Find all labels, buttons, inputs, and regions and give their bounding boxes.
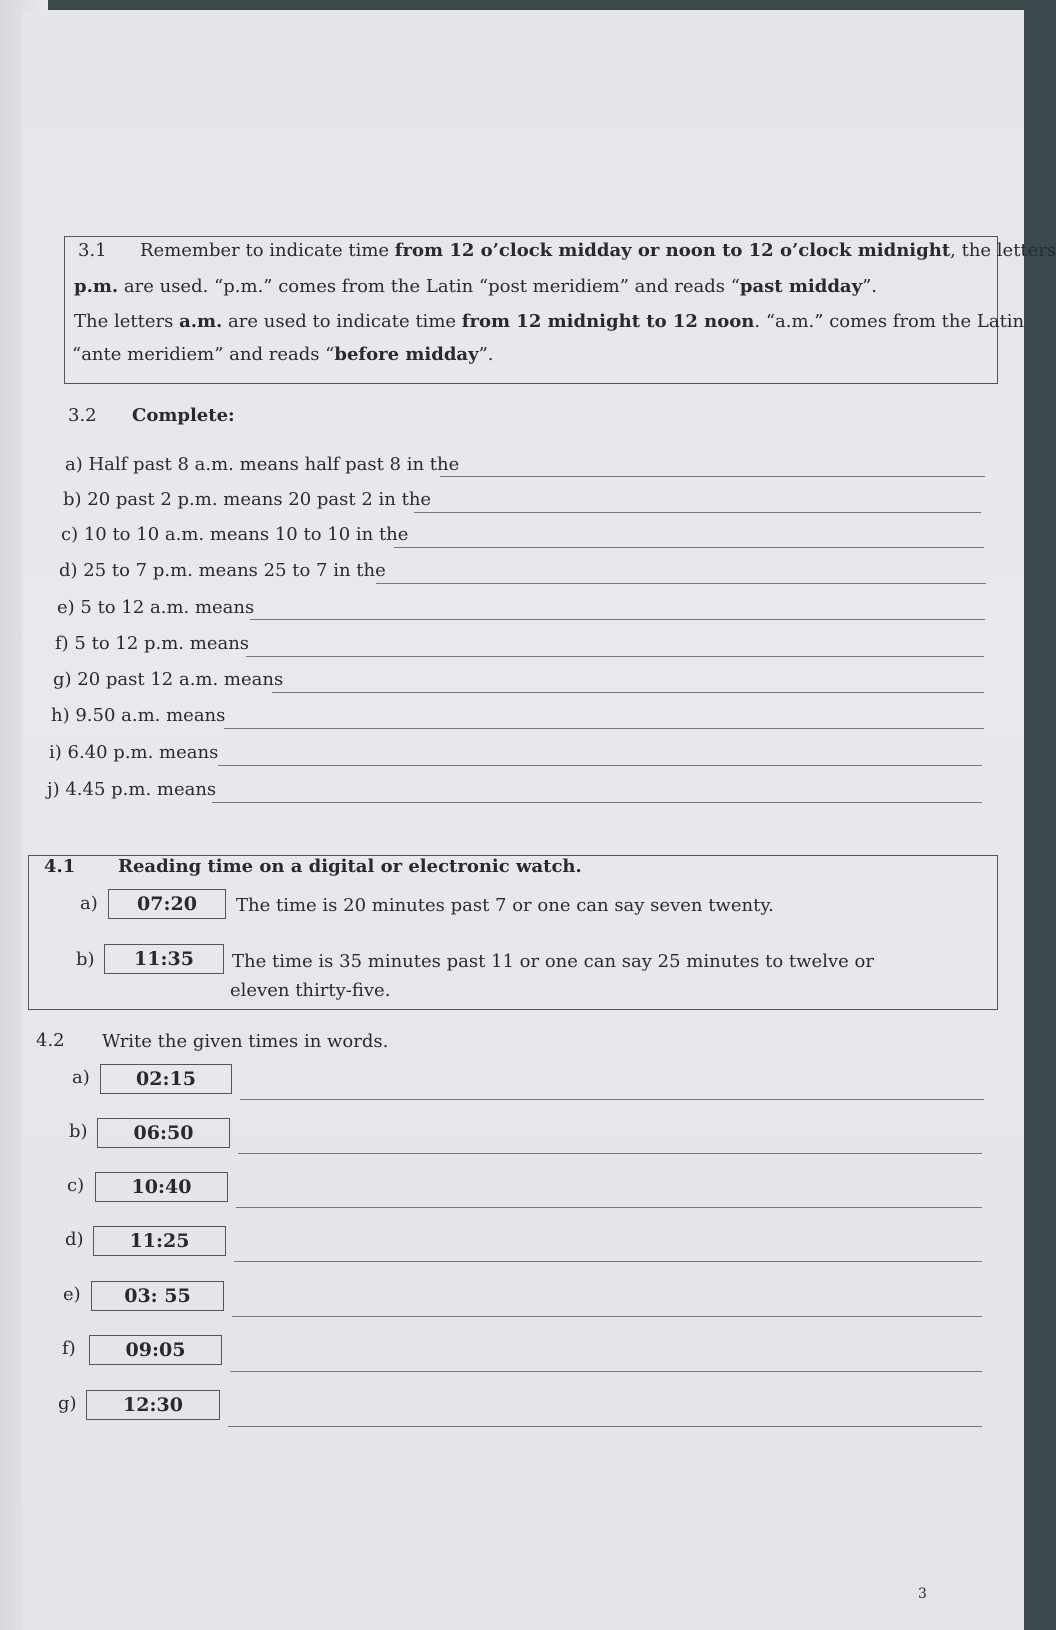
complete-item-i: i) 6.40 p.m. means [49,742,219,763]
write-item-a-label: a) [72,1067,90,1088]
answer-line-a[interactable] [440,476,985,477]
page-number: 3 [918,1586,927,1602]
complete-item-b: b) 20 past 2 p.m. means 20 past 2 in the [63,489,432,510]
text-run: “ante meridiem” and reads “ [72,344,335,365]
write-item-d-label: d) [65,1229,84,1250]
complete-item-j: j) 4.45 p.m. means [47,779,217,800]
text-run: ”. [478,344,494,365]
write-item-g-label: g) [58,1393,77,1414]
bold-run: from 12 midnight to 12 noon [461,311,755,332]
section-4-1-box [28,855,998,1010]
write-answer-line-e[interactable] [232,1316,982,1317]
write-item-c-label: c) [67,1175,85,1196]
write-answer-line-a[interactable] [240,1099,984,1100]
answer-line-b[interactable] [414,512,981,513]
write-item-f-label: f) [62,1338,76,1359]
example-b-text-line1: The time is 35 minutes past 11 or one can say 25 minutes to twelve or [232,951,874,972]
answer-line-c[interactable] [394,547,984,548]
digital-time-03-55: 03: 55 [91,1281,224,1311]
complete-item-f: f) 5 to 12 p.m. means [55,633,250,654]
answer-line-e[interactable] [250,619,985,620]
section-3-2-title: Complete: [132,405,235,426]
complete-item-a: a) Half past 8 a.m. means half past 8 in the [65,454,460,475]
write-answer-line-f[interactable] [230,1371,982,1372]
bold-run: a.m. [179,311,223,332]
text-run: are used. “p.m.” comes from the Latin “post meridiem” and reads “ [118,276,740,297]
bold-run: before midday [334,344,479,365]
section-4-1-title: Reading time on a digital or electronic watch. [118,856,582,877]
text-run: ”. [862,276,877,297]
section-3-1-line3 [74,311,1024,332]
text-run: . “a.m.” comes from the Latin [754,311,1025,332]
digital-time-11-35: 11:35 [104,944,224,974]
digital-time-11-25: 11:25 [93,1226,226,1256]
write-answer-line-g[interactable] [228,1426,982,1427]
section-4-2-number: 4.2 [36,1030,65,1051]
answer-line-h[interactable] [224,728,984,729]
section-4-1-number: 4.1 [44,856,76,877]
complete-item-e: e) 5 to 12 a.m. means [57,597,255,618]
write-answer-line-b[interactable] [238,1153,982,1154]
digital-time-06-50: 06:50 [97,1118,230,1148]
answer-line-i[interactable] [218,765,982,766]
bold-run: past midday [739,276,863,297]
digital-time-07-20: 07:20 [108,889,226,919]
example-b-label: b) [76,949,95,970]
section-3-1-line1 [140,240,1056,261]
complete-item-h: h) 9.50 a.m. means [51,705,226,726]
example-a-text: The time is 20 minutes past 7 or one can say seven twenty. [236,895,774,916]
answer-line-f[interactable] [246,656,984,657]
write-answer-line-c[interactable] [236,1207,982,1208]
section-3-1-line2 [74,276,877,297]
write-item-b-label: b) [69,1121,88,1142]
answer-line-g[interactable] [272,692,984,693]
text-run: , the letters [950,240,1056,261]
answer-line-j[interactable] [212,802,982,803]
digital-time-12-30: 12:30 [86,1390,220,1420]
section-3-2-number: 3.2 [68,405,97,426]
text-run: Remember to indicate time [140,240,395,261]
digital-time-02-15: 02:15 [100,1064,232,1094]
text-run: The letters [74,311,180,332]
complete-item-d: d) 25 to 7 p.m. means 25 to 7 in the [59,560,386,581]
text-run: are used to indicate time [222,311,462,332]
write-answer-line-d[interactable] [234,1261,982,1262]
complete-item-g: g) 20 past 12 a.m. means [53,669,284,690]
section-4-2-title: Write the given times in words. [102,1031,389,1052]
write-item-e-label: e) [63,1284,81,1305]
example-b-text-line2: eleven thirty-five. [230,980,391,1001]
digital-time-10-40: 10:40 [95,1172,228,1202]
bold-run: p.m. [74,276,119,297]
section-3-1-number: 3.1 [78,240,107,261]
digital-time-09-05: 09:05 [89,1335,222,1365]
example-a-label: a) [80,893,98,914]
section-3-1-line4 [72,344,494,365]
complete-item-c: c) 10 to 10 a.m. means 10 to 10 in the [61,524,409,545]
bold-run: from 12 o’clock midday or noon to 12 o’clock midnight [394,240,951,261]
answer-line-d[interactable] [376,583,986,584]
